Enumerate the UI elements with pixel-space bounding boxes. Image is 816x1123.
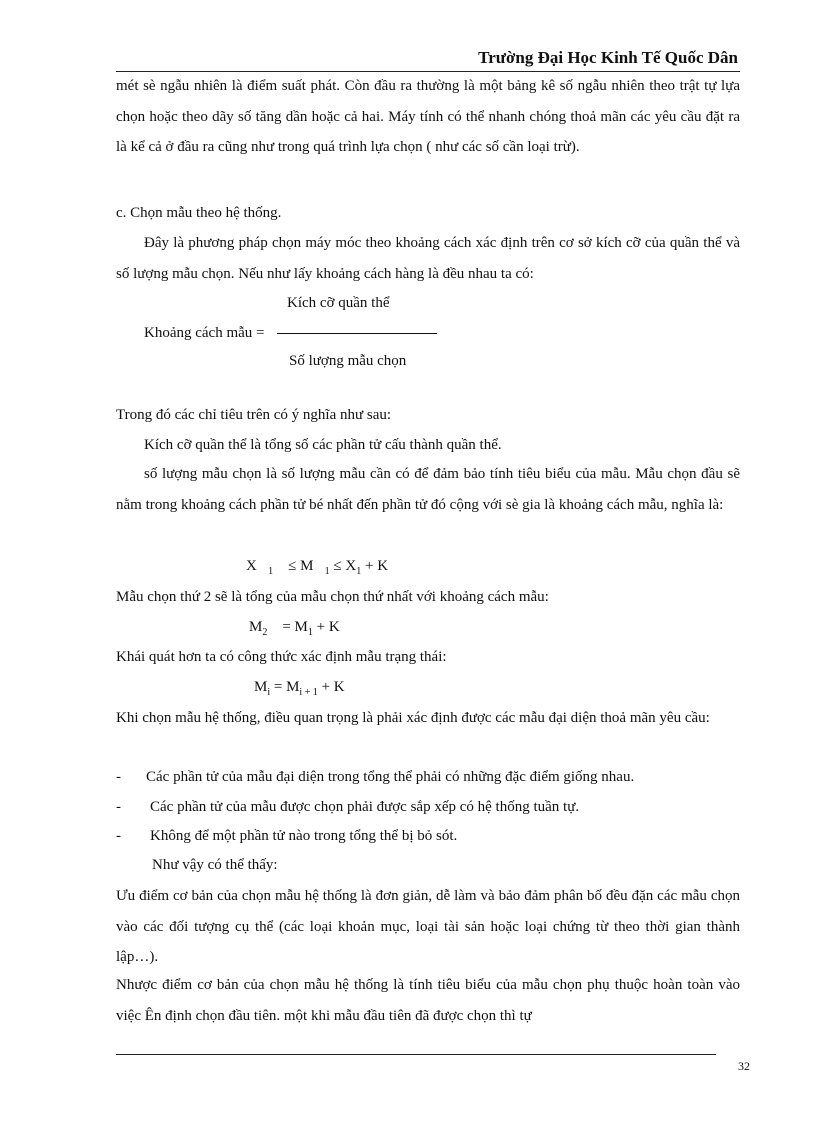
bullet-item: Các phần tử của mẫu đại diện trong tổng thể phải có những đặc điểm giống nhau.	[146, 769, 635, 785]
paragraph-population-size: Kích cỡ quần thể là tổng số các phần tử cấu thành quần thể.	[144, 437, 502, 453]
bullet-mark: -	[116, 828, 121, 844]
bullet-item: Không để một phần tử nào trong tổng thể bị bỏ sót.	[150, 828, 458, 844]
paragraph-sample-count: số lượng mẫu chọn là số lượng mẫu cần có để đảm bảo tính tiêu biểu của mẫu. Mẫu chọn đầu sẽ nằm trong khoảng cách phần tử bé nhất đến phần tử đó cộng với sè gia là khoảng cách mẫu, nghĩa là:	[116, 466, 740, 513]
bullet-item: Các phần tử của mẫu được chọn phải được sắp xếp có hệ thống tuần tự.	[150, 799, 580, 815]
paragraph-systematic: Đây là phương pháp chọn máy móc theo khoảng cách xác định trên cơ sở kích cỡ của quần thể và số lượng mẫu chọn. Nếu như lấy khoảng cách hàng là đều nhau ta có:	[116, 235, 740, 282]
paragraph-second-sample: Mẫu chọn thứ 2 sẽ là tổng của mẫu chọn thứ nhất với khoảng cách mẫu:	[116, 589, 549, 605]
paragraph-intro: mét sè ngẫu nhiên là điểm suất phát. Còn đầu ra thường là một bảng kê số ngẫu nhiên theo trật tự lựa chọn hoặc theo dãy số tăng dần hoặc cả hai. Máy tính có thể nhanh chóng thoả mãn các yêu cầu đặt ra là kể cả ở đầu ra cũng như trong quá trình lựa chọn ( như các số cần loại trừ).	[116, 78, 740, 155]
paragraph-disadvantages: Nhược điểm cơ bản của chọn mẫu hệ thống là tính tiêu biểu của mẫu chọn phụ thuộc hoàn toàn vào việc Ên định chọn đầu tiên. một khi mẫu đầu tiên đã được chọn thì tự	[116, 977, 740, 1024]
page-number: 32	[738, 1059, 750, 1073]
paragraph-general-formula: Khái quát hơn ta có công thức xác định mẫu trạng thái:	[116, 649, 447, 665]
paragraph-advantages: Ưu điểm cơ bản của chọn mẫu hệ thống là đơn giản, dễ làm và bảo đảm phân bố đều đặn các mẫu chọn vào các đối tượng cụ thể (các loại khoản mục, loại tài sản hoặc loại chứng từ theo thời gian thành lập…).	[116, 888, 740, 965]
section-heading-c: c. Chọn mẫu theo hệ thống.	[116, 205, 282, 221]
fraction-bar	[277, 333, 437, 334]
formula-general: $M_i = M_{i + 1} + K$	[254, 679, 345, 698]
paragraph-conclusion-intro: Như vậy có thể thấy:	[152, 857, 278, 873]
fraction-numerator: Kích cỡ quần thể	[287, 295, 390, 311]
bullet-mark: -	[116, 769, 121, 785]
formula-second-sample: $M_2$ = $M_1 + K$	[249, 619, 340, 638]
page-header-title: Trường Đại Học Kinh Tế Quốc Dân	[478, 48, 738, 67]
paragraph-meaning: Trong đó các chỉ tiêu trên có ý nghĩa như sau:	[116, 407, 392, 423]
footer-rule	[116, 1054, 716, 1055]
fraction-label: Khoảng cách mẫu =	[144, 325, 265, 341]
paragraph-requirements: Khi chọn mẫu hệ thống, điều quan trọng là phải xác định được các mẫu đại diện thoả mãn yêu cầu:	[116, 710, 710, 726]
bullet-mark: -	[116, 799, 121, 815]
fraction-denominator: Số lượng mẫu chọn	[289, 353, 407, 369]
formula-first-sample: X $_1$ ≤ M $_1 \le X_1 + K$	[246, 558, 389, 577]
